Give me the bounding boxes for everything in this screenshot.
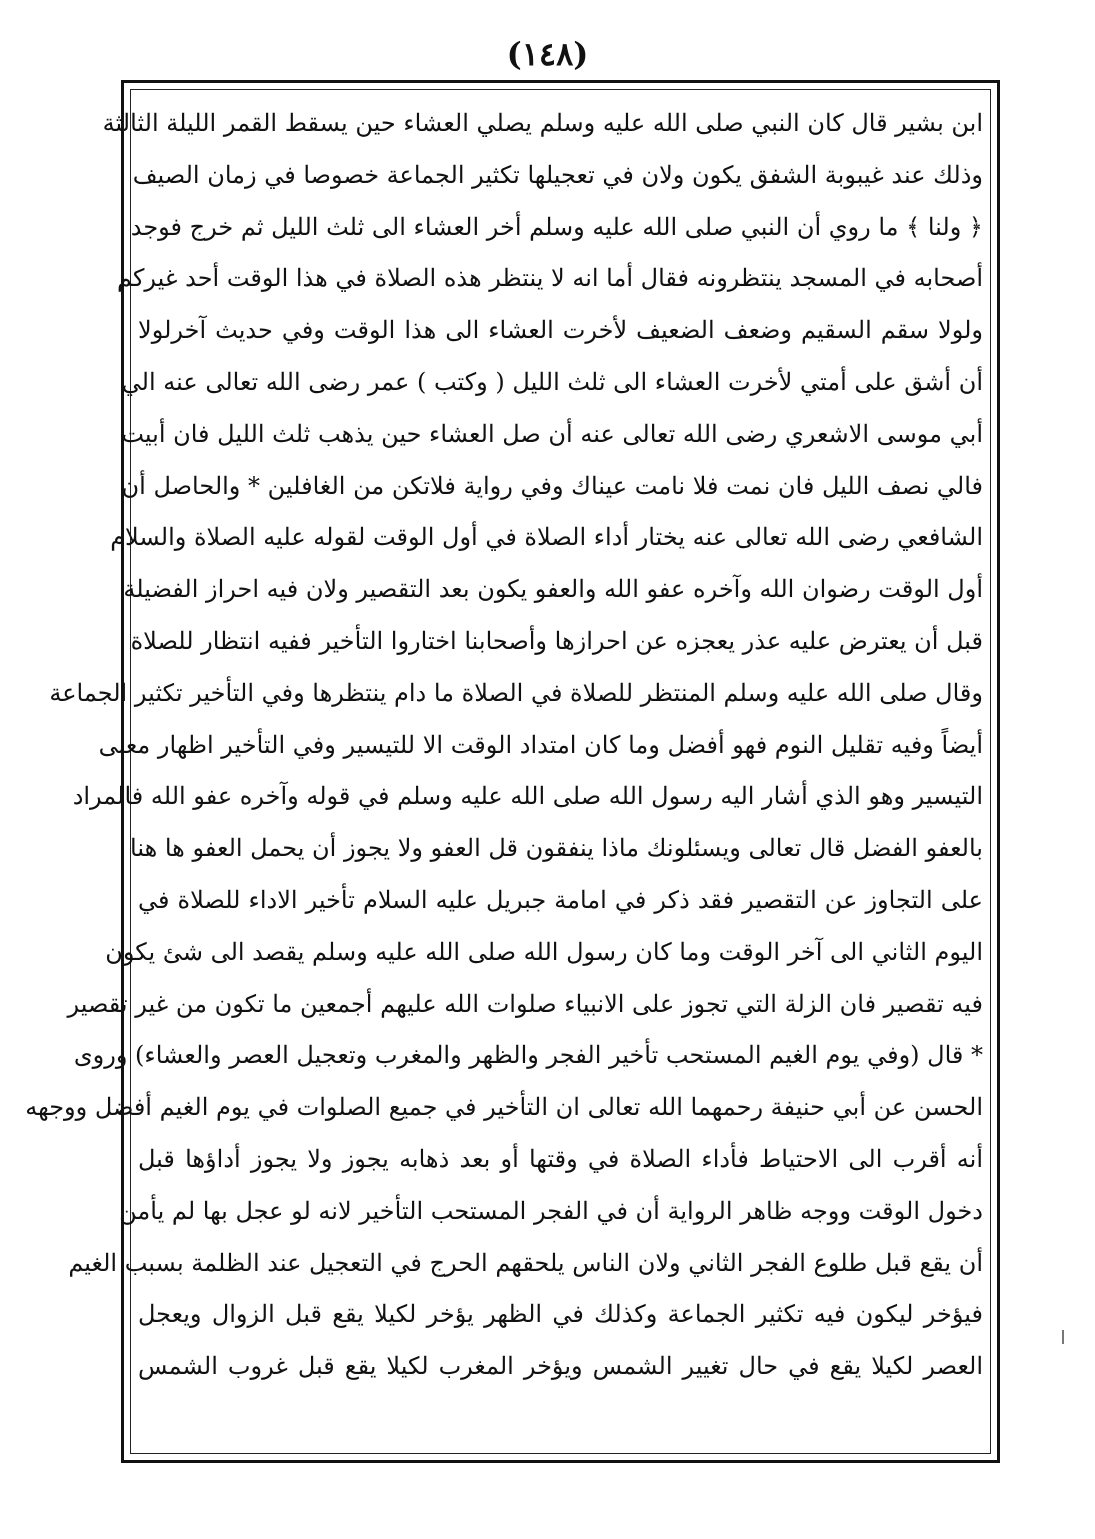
text-line: اليوم الثاني الى آخر الوقت وما كان رسول الله صلى الله عليه وسلم يقصد الى شئ يكون — [105, 937, 983, 966]
text-body — [25, 98, 983, 1393]
text-line: أن أشق على أمتي لأخرت العشاء الى ثلث الليل ( وكتب ) عمر رضى الله تعالى عنه الي — [121, 367, 983, 396]
text-line: * قال (وفي يوم الغيم المستحب تأخير الفجر والظهر والمغرب وتعجيل العصر والعشاء) وروى — [73, 1041, 983, 1070]
text-line: أنه أقرب الى الاحتياط فأداء الصلاة في وقتها أو بعد ذهابه يجوز ولا يجوز أداؤها قبل — [138, 1144, 983, 1173]
text-line: أن يقع قبل طلوع الفجر الثاني ولان الناس يلحقهم الحرج في التعجيل عند الظلمة بسبب الغيم — [68, 1248, 983, 1277]
text-line: فيه تقصير فان الزلة التي تجوز على الانبياء صلوات الله عليهم أجمعين ما تكون من غير تقصير — [67, 989, 983, 1018]
text-line: دخول الوقت ووجه ظاهر الرواية أن في الفجر المستحب التأخير لانه لو عجل بها لم يأمن — [119, 1196, 983, 1225]
text-line: أبي موسى الاشعري رضى الله تعالى عنه أن صل العشاء حين يذهب ثلث الليل فان أبيت — [121, 419, 983, 448]
text-line: التيسير وهو الذي أشار اليه رسول الله صلى الله عليه وسلم في قوله وآخره عفو الله فالمراد — [72, 782, 983, 811]
text-line: وذلك عند غيبوبة الشفق يكون ولان في تعجيلها تكثير الجماعة خصوصا في زمان الصيف — [132, 160, 983, 189]
scan-margin-mark — [1062, 1330, 1064, 1344]
text-line: على التجاوز عن التقصير فقد ذكر في امامة جبريل عليه السلام تأخير الاداء للصلاة في — [138, 885, 983, 914]
text-line: بالعفو الفضل قال تعالى ويسئلونك ماذا ينفقون قل العفو ولا يجوز أن يحمل العفو ها هنا — [130, 834, 983, 863]
text-line: فيؤخر ليكون فيه تكثير الجماعة وكذلك في الظهر يؤخر لكيلا يقع قبل الزوال ويعجل — [138, 1300, 983, 1329]
text-line: فالي نصف الليل فان نمت فلا نامت عيناك وفي رواية فلاتكن من الغافلين * والحاصل أن — [121, 471, 983, 500]
text-line: أول الوقت رضوان الله وآخره عفو الله والعفو يكون بعد التقصير ولان فيه احراز الفضيلة — [123, 575, 983, 604]
text-line: أيضاً وفيه تقليل النوم فهو أفضل وما كان امتداد الوقت الا للتيسير وفي التأخير اظهار معنى — [98, 730, 983, 759]
text-line: ﴿ ولنا ﴾ ما روي أن النبي صلى الله عليه وسلم أخر العشاء الى ثلث الليل ثم خرج فوجد — [130, 212, 983, 241]
text-line: ولولا سقم السقيم وضعف الضعيف لأخرت العشاء الى هذا الوقت وفي حديث آخرلولا — [138, 316, 983, 345]
page-number: (١٤٨) — [506, 35, 589, 73]
text-line: قبل أن يعترض عليه عذر يعجزه عن احرازها وأصحابنا اختاروا التأخير ففيه انتظار للصلاة — [130, 626, 983, 655]
text-line: العصر لكيلا يقع في حال تغيير الشمس ويؤخر المغرب لكيلا يقع قبل غروب الشمس — [138, 1352, 983, 1381]
text-line: وقال صلى الله عليه وسلم المنتظر للصلاة في الصلاة ما دام ينتظرها وفي التأخير تكثير الجماعة — [49, 678, 983, 707]
text-line: أصحابه في المسجد ينتظرونه فقال أما انه لا ينتظر هذه الصلاة في هذا الوقت أحد غيركم — [117, 264, 983, 293]
text-line: الشافعي رضى الله تعالى عنه يختار أداء الصلاة في أول الوقت لقوله عليه الصلاة والسلام — [110, 523, 983, 552]
text-line: الحسن عن أبي حنيفة رحمهما الله تعالى ان التأخير في جميع الصلوات في يوم الغيم أفضل ووجهه — [25, 1093, 983, 1122]
text-line: ابن بشير قال كان النبي صلى الله عليه وسلم يصلي العشاء حين يسقط القمر الليلة الثالثة — [102, 109, 983, 137]
